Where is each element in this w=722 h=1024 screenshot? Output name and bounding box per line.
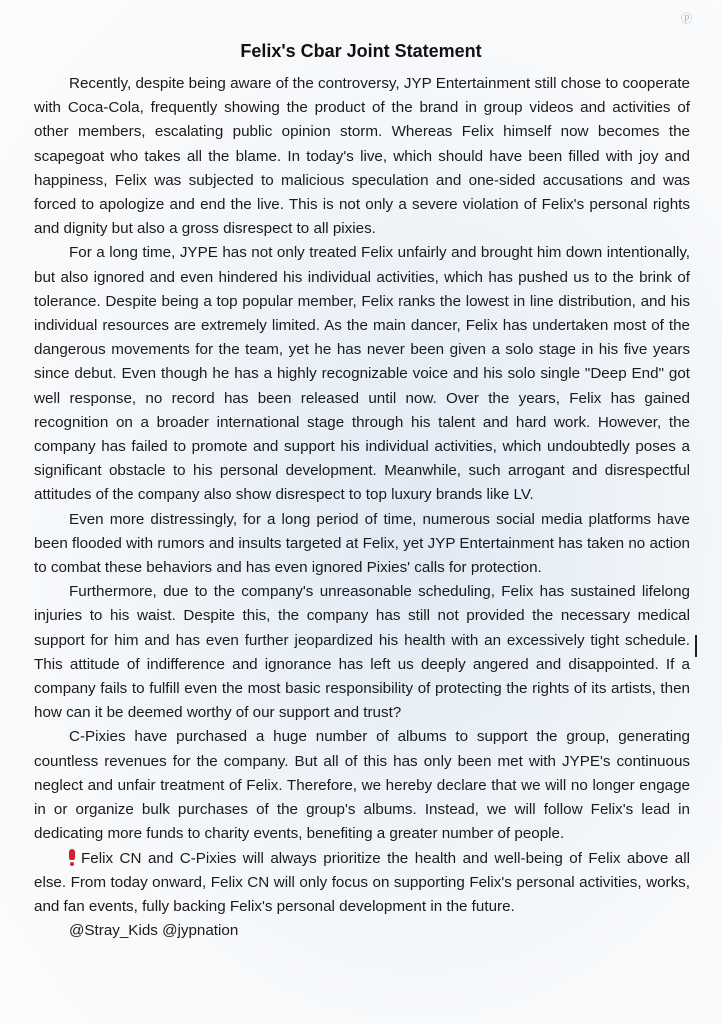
- paragraph-3: Even more distressingly, for a long period of time, numerous social media platforms have been flooded with rumors and insults targeted at Felix, yet JYP Entertainment has taken no action to combat these behaviors and has even ignored Pixies' calls for protection.: [34, 510, 690, 577]
- paragraph-2: For a long time, JYPE has not only treated Felix unfairly and brought him down intentionally, but also ignored and even hindered his individual activities, which has pushed us to the brink of tolerance. Despite being a top popular member, Felix ranks the lowest in line distribution, and his individual resources are extremely limited. As the main dancer, Felix has undertaken most of the dangerous movements for the team, yet he has never been given a solo stage in his five years since debut. Even though he has a highly recognizable voice and his solo single "Deep End" got well response, no record has been released until now. Over the years, Felix has gained recognition on a broader international stage through his talent and hard work. However, the company has failed to promote and support his individual activities, which undoubtedly poses a significant obstacle to his personal development. Meanwhile, such arrogant and disrespectful attitudes of the company also show disrespect to top luxury brands like LV.: [34, 244, 690, 504]
- paragraph-5: C-Pixies have purchased a huge number of albums to support the group, generating countless revenues for the company. But all of this has only been met with JYPE's continuous neglect and unfair treatment of Felix. Therefore, we hereby declare that we will no longer engage in or organize bulk purchases of the group's albums. Instead, we will follow Felix's lead in dedicating more funds to charity events, benefiting a greater number of people.: [34, 728, 690, 843]
- paragraph-6: [34, 847, 690, 920]
- mention-handles: @Stray_Kids @jypnation: [69, 922, 239, 940]
- paragraph-6-text: Felix CN and C-Pixies will always prioritize the health and well-being of Felix above all else. From today onward, Felix CN will only focus on supporting Felix's personal activities, works, and fan events, fully backing Felix's personal development in the future.: [34, 849, 690, 915]
- statement-body: [34, 72, 690, 943]
- paragraph-1: Recently, despite being aware of the controversy, JYP Entertainment still chose to cooperate with Coca-Cola, frequently showing the product of the brand in group videos and activities of other members, escalating public opinion storm. Whereas Felix himself now becomes the scapegoat who takes all the blame. In today's live, which should have been filled with joy and happiness, Felix was subjected to malicious speculation and one-sided accusations and was forced to apologize and end the live. This is not only a severe violation of Felix's personal rights and dignity but also a gross disrespect to all pixies.: [34, 75, 690, 238]
- corner-mark: ⓟ: [681, 13, 692, 25]
- text-cursor: [695, 635, 697, 657]
- page-title: Felix's Cbar Joint Statement: [240, 41, 482, 61]
- exclamation-icon: [69, 849, 75, 865]
- paragraph-4: Furthermore, due to the company's unreasonable scheduling, Felix has sustained lifelong injuries to his waist. Despite this, the company has still not provided the necessary medical support for him and has even further jeopardized his health with an excessively tight schedule. This attitude of indifference and ignorance has left us deeply angered and disappointed. If a company fails to fulfill even the most basic responsibility of protecting the rights of its artists, then how can it be deemed worthy of our support and trust?: [34, 583, 690, 722]
